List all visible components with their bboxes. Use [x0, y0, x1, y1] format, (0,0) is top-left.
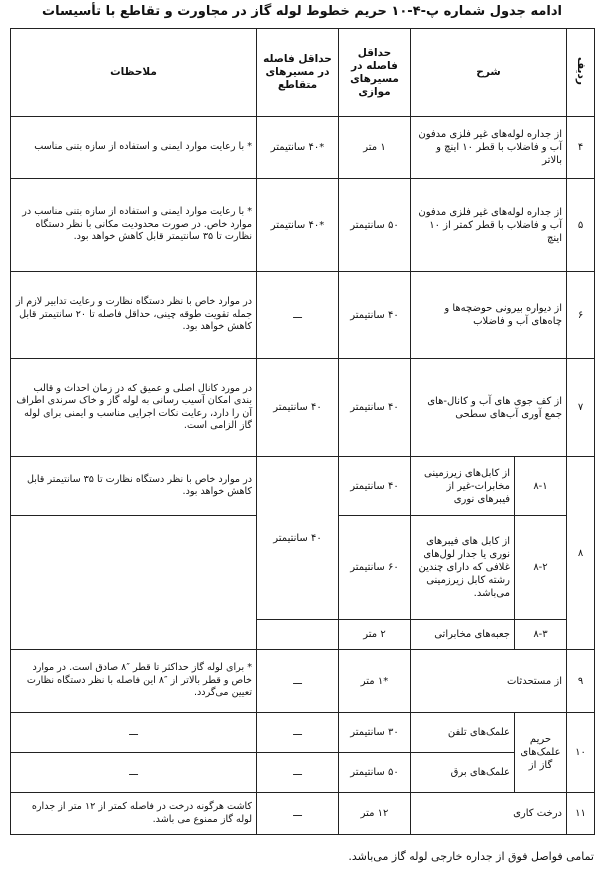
row-description: از کف جوی های آب و کانال-های جمع آوری آب‌های سطحی [411, 359, 567, 457]
row-description: از کابل های فیبرهای نوری یا جدار لول‌های غلافی که دارای چندین رشته کابل زیرزمینی می‌باشد. [411, 516, 515, 620]
parallel-distance: ۶۰ سانتیمتر [339, 516, 411, 620]
row-note: ـــ [11, 713, 257, 753]
crossing-distance: *۴۰ سانتیمتر [257, 117, 339, 179]
parallel-distance: ۱۲ متر [339, 793, 411, 835]
gas-pipeline-clearance-table [10, 28, 595, 835]
row-number: ۷ [567, 359, 595, 457]
row-number: ۴ [567, 117, 595, 179]
row-description: از کابل‌های زیرزمینی مخابرات-غیر از فیبرهای نوری [411, 457, 515, 516]
group-label: حریم علمک‌های گاز از [515, 713, 567, 793]
row-description: از مستحدثات [411, 650, 567, 713]
row-number: ۵ [567, 179, 595, 272]
table-row [11, 117, 595, 179]
parallel-distance: ۱ متر [339, 117, 411, 179]
header-notes: ملاحظات [11, 29, 257, 117]
crossing-distance: *۴۰ سانتیمتر [257, 179, 339, 272]
table-row [11, 179, 595, 272]
row-note: * با رعایت موارد ایمنی و استفاده از سازه بتنی مناسب [11, 117, 257, 179]
row-number: ۱۰ [567, 713, 595, 793]
table-footnote: تمامی فواصل فوق از جداره خارجی لوله گاز می‌باشد. [348, 850, 594, 863]
parallel-distance: ۳۰ سانتیمتر [339, 713, 411, 753]
row-description: از جداره لوله‌های غیر فلزی مدفون آب و فاضلاب با قطر کمتر از ۱۰ اینچ [411, 179, 567, 272]
row-number: ۶ [567, 272, 595, 359]
parallel-distance: ۴۰ سانتیمتر [339, 359, 411, 457]
table-row [11, 457, 595, 516]
crossing-distance: ۴۰ سانتیمتر [257, 359, 339, 457]
row-note: در موارد خاص با نظر دستگاه نظارت و رعایت تدابیر لازم از جمله تقویت طوقه چینی، حداقل فاصله تا ۲۰ سانتیمتر قابل کاهش خواهد بود. [11, 272, 257, 359]
sub-row-number: ۸-۱ [515, 457, 567, 516]
row-note: کاشت هرگونه درخت در فاصله کمتر از ۱۲ متر از جداره لوله گاز ممنوع می باشد. [11, 793, 257, 835]
crossing-distance: ۴۰ سانتیمتر [257, 457, 339, 620]
crossing-distance: ـــ [257, 272, 339, 359]
row-number: ۱۱ [567, 793, 595, 835]
table-row [11, 713, 595, 753]
row-description: علمک‌های تلفن [411, 713, 515, 753]
crossing-distance: ـــ [257, 793, 339, 835]
table-row [11, 793, 595, 835]
row-description: علمک‌های برق [411, 753, 515, 793]
row-note: * برای لوله گاز حداکثر تا قطر ″۸ صادق است. در موارد خاص و قطر بالاتر از ″۸ این فاصله با نظر دستگاه نظارت تعیین می‌گردد. [11, 650, 257, 713]
header-crossing: حداقل فاصله در مسیرهای متقاطع [257, 29, 339, 117]
crossing-distance: ـــ [257, 650, 339, 713]
row-note: در موارد خاص با نظر دستگاه نظارت تا ۳۵ سانتیمتر قابل کاهش خواهد بود. [11, 457, 257, 516]
header-row [11, 29, 595, 117]
row-description: از دیواره بیرونی حوضچه‌ها و چاه‌های آب و فاضلاب [411, 272, 567, 359]
table-row [11, 272, 595, 359]
crossing-distance: ـــ [257, 753, 339, 793]
parallel-distance: *۱ متر [339, 650, 411, 713]
row-number: ۹ [567, 650, 595, 713]
crossing-distance [257, 620, 339, 650]
header-description: شرح [411, 29, 567, 117]
table-row [11, 753, 595, 793]
parallel-distance: ۵۰ سانتیمتر [339, 179, 411, 272]
parallel-distance: ۴۰ سانتیمتر [339, 272, 411, 359]
header-parallel: حداقل فاصله در مسیرهای موازی [339, 29, 411, 117]
row-note: ـــ [11, 753, 257, 793]
row-description: درخت کاری [411, 793, 567, 835]
row-description: از جداره لوله‌های غیر فلزی مدفون آب و فاضلاب با قطر ۱۰ اینچ و بالاتر [411, 117, 567, 179]
table-row [11, 650, 595, 713]
table-title: ادامه جدول شماره پ-۴-۱۰ حریم خطوط لوله گاز در مجاورت و تقاطع با تأسیسات [42, 4, 562, 19]
row-number: ۸ [567, 457, 595, 650]
row-note: * با رعایت موارد ایمنی و استفاده از سازه بتنی مناسب در موارد خاص. در صورت محدودیت مکانی با نظر دستگاه نظارت تا ۳۵ سانتیمتر قابل کاهش خواهد بود. [11, 179, 257, 272]
sub-row-number: ۸-۳ [515, 620, 567, 650]
row-note [11, 516, 257, 650]
row-note: در مورد کانال اصلی و عمیق که در زمان احداث و قالب بندی امکان آسیب رسانی به لوله گاز و خاک سرندی اطراف آن را دارد، رعایت نکات اجرایی مناسب و ایمنی برای لوله گاز الزامی است. [11, 359, 257, 457]
header-row-no: ردیف [567, 29, 595, 117]
parallel-distance: ۴۰ سانتیمتر [339, 457, 411, 516]
parallel-distance: ۵۰ سانتیمتر [339, 753, 411, 793]
crossing-distance: ـــ [257, 713, 339, 753]
row-description: جعبه‌های مخابراتی [411, 620, 515, 650]
table-row [11, 359, 595, 457]
parallel-distance: ۲ متر [339, 620, 411, 650]
sub-row-number: ۸-۲ [515, 516, 567, 620]
